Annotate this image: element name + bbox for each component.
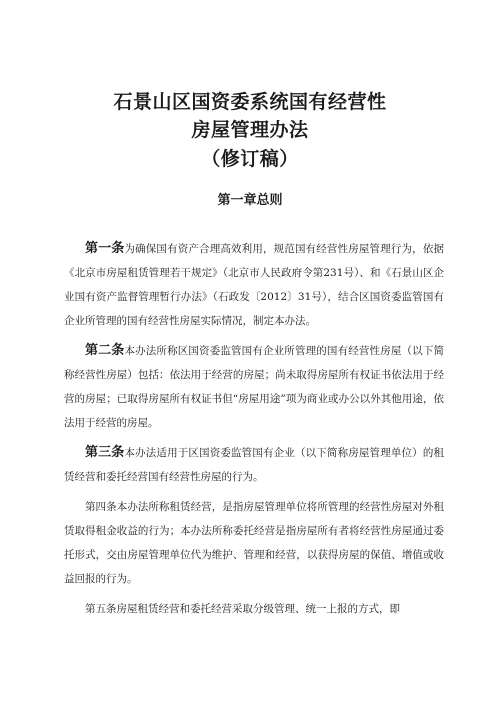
article-label: 第四条: [85, 501, 117, 513]
article-label: 第一条: [85, 241, 125, 256]
article-2: [64, 339, 444, 435]
article-label: 第二条: [85, 343, 125, 358]
article-4: [64, 495, 444, 591]
article-label: 第五条: [85, 603, 117, 615]
article-3: [64, 441, 444, 489]
document-body: [64, 237, 444, 627]
document-title-line-3: （修订稿）: [201, 148, 299, 170]
article-text: 房屋租赁经营和委托经营采取分级管理、统一上报的方式，即: [116, 603, 400, 615]
article-1: [64, 237, 444, 333]
article-text: 本办法适用于区国资委监管国有企业（以下简称房屋管理单位）的租赁经营和委托经营国有经营性房屋的行为。: [64, 447, 444, 483]
chapter-heading: 第一章总则: [217, 193, 283, 208]
document-title-line-2: 房屋管理办法: [191, 119, 309, 141]
article-text: 本办法所称租赁经营，是指房屋管理单位将所管理的经营性房屋对外租赁取得租金收益的行为；本办法所称委托经营是指房屋所有者将经营性房屋通过委托形式，交由房屋管理单位代为维护、管理和经营，以获得房屋的保值、增值或收益回报的行为。: [64, 501, 445, 585]
article-text: 本办法所称区国资委监管国有企业所管理的国有经营性房屋（以下简称经营性房屋）包括：依法用于经营的房屋；尚未取得房屋所有权证书依法用于经营的房屋；已取得房屋所有权证书但“房屋用途”项为商业或办公以外其他用途，依法用于经营的房屋。: [64, 345, 444, 429]
article-label: 第三条: [85, 445, 125, 460]
document-title-line-1: 石景山区国资委系统国有经营性: [113, 91, 387, 113]
article-5: [64, 597, 444, 621]
article-text: 为确保国有资产合理高效利用，规范国有经营性房屋管理行为，依据《北京市房屋租赁管理若干规定》（北京市人民政府令第231号）、和《石景山区企业国有资产监督管理暂行办法》（石政发〔2012〕31号），结合区国资委监管国有企业所管理的国有经营性房屋实际情况，制定本办法。: [64, 243, 444, 327]
